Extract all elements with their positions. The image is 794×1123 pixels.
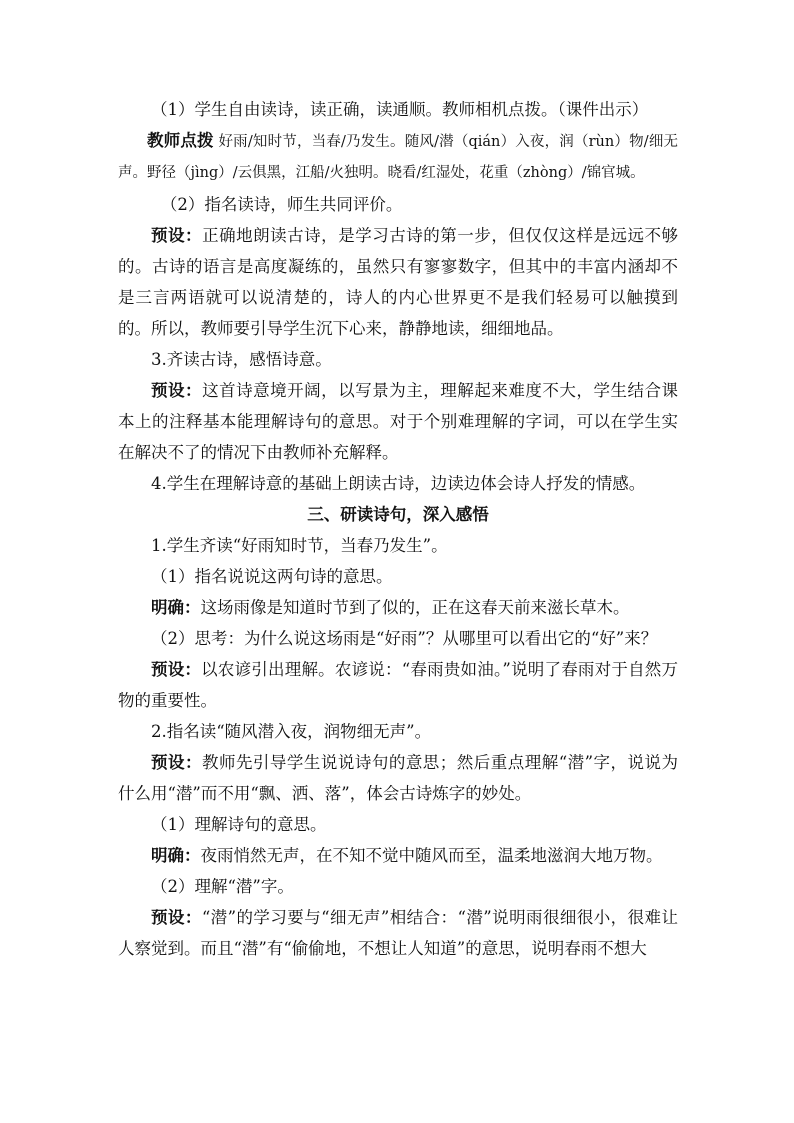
paragraph-text: 1.学生齐读“好雨知时节，当春乃发生”。	[151, 536, 448, 555]
paragraph-step-1-2	[118, 189, 678, 220]
paragraph-text: 教师先引导学生说说诗句的意思；然后重点理解“潜”字，说说为什么用“潜”而不用“飘、洒、落”，体会古诗炼字的妙处。	[118, 753, 679, 803]
paragraph-text: 这首诗意境开阔，以写景为主，理解起来难度不大，学生结合课本上的注释基本能理解诗句的意思。对于个别难理解的字词，可以在学生实在解决不了的情况下由教师补充解释。	[118, 381, 679, 462]
label-clarify: 明确：	[151, 846, 201, 865]
paragraph-text: （2）理解“潜”字。	[151, 877, 294, 896]
paragraph-clarify-2	[118, 840, 678, 871]
paragraph-text: 这场雨像是知道时节到了似的，正在这春天前来滋长草木。	[200, 598, 630, 617]
paragraph-preset-5	[118, 902, 678, 964]
paragraph-text: 3.齐读古诗，感悟诗意。	[151, 350, 332, 369]
paragraph-step-2-2	[118, 871, 678, 902]
paragraph-text: 以农谚引出理解。农谚说：“春雨贵如油。”说明了春雨对于自然万物的重要性。	[118, 660, 679, 710]
paragraph-preset-1	[118, 220, 678, 344]
paragraph-preset-2	[118, 375, 678, 468]
label-preset: 预设：	[151, 753, 202, 772]
poem-segmentation-text: 好雨/知时节，当春/乃发生。随风/潜（qián）入夜，润（rùn）物/细无声。野径（jìng）/云俱黑，江船/火独明。晓看/红湿处，花重（zhòng）/锦官城。	[118, 134, 678, 181]
paragraph-text: 夜雨悄然无声，在不知不觉中随风而至，温柔地滋润大地万物。	[200, 846, 663, 865]
paragraph-text: （1）指名说说这两句诗的意思。	[151, 567, 393, 586]
paragraph-step-1	[118, 530, 678, 561]
paragraph-step-1-2b	[118, 623, 678, 654]
paragraph-text: （1）理解诗句的意思。	[151, 815, 327, 834]
label-preset: 预设：	[151, 381, 203, 400]
label-clarify: 明确：	[151, 598, 201, 617]
label-teacher-guidance: 教师点拨	[147, 131, 214, 150]
paragraph-clarify-1	[118, 592, 678, 623]
label-preset: 预设：	[151, 908, 202, 927]
paragraph-text: （2）思考：为什么说这场雨是“好雨”？从哪里可以看出它的“好”来？	[151, 629, 658, 648]
paragraph-step-1-1b	[118, 561, 678, 592]
paragraph-text: 2.指名读“随风潜入夜，润物细无声”。	[151, 722, 432, 741]
paragraph-preset-3	[118, 654, 678, 716]
paragraph-step-4	[118, 468, 678, 499]
paragraph-text: 4.学生在理解诗意的基础上朗读古诗，边读边体会诗人抒发的情感。	[151, 474, 646, 493]
paragraph-text: 正确地朗读古诗，是学习古诗的第一步，但仅仅这样是远远不够的。古诗的语言是高度凝练的，虽然只有寥寥数字，但其中的丰富内涵却不是三言两语就可以说清楚的，诗人的内心世界更不是我们轻易可以触摸到的。所以，教师要引导学生沉下心来，静静地读，细细地品。	[118, 226, 679, 338]
label-preset: 预设：	[151, 226, 203, 245]
paragraph-step-2-1	[118, 809, 678, 840]
paragraph-text: （2）指名读诗，师生共同评价。	[160, 195, 403, 214]
paragraph-text: “潜”的学习要与“细无声”相结合：“潜”说明雨很细很小，很难让人察觉到。而且“潜”有“偷偷地，不想让人知道”的意思，说明春雨不想大	[118, 908, 678, 958]
paragraph-step-2	[118, 716, 678, 747]
paragraph-teacher-guidance	[118, 125, 678, 189]
label-preset: 预设：	[151, 660, 202, 679]
document-page	[118, 94, 678, 964]
paragraph-step-1-1	[118, 94, 678, 125]
section-heading: 三、研读诗句，深入感悟	[307, 505, 489, 524]
paragraph-text: （1）学生自由读诗，读正确，读通顺。教师相机点拨。（课件出示）	[151, 100, 649, 119]
paragraph-preset-4	[118, 747, 678, 809]
paragraph-step-3	[118, 344, 678, 375]
